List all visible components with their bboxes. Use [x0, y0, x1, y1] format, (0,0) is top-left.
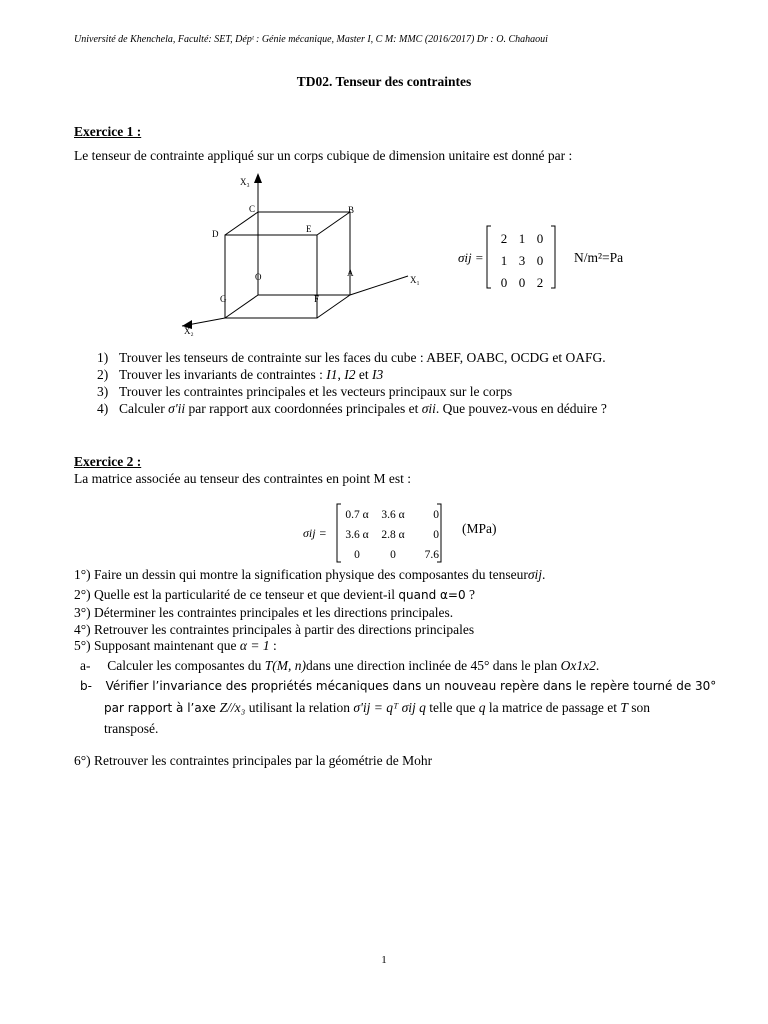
exercise-2-heading: Exercice 2 : [74, 454, 142, 469]
ex2-m00: 0.7 α [345, 509, 369, 521]
vertex-g-label: G [220, 294, 227, 304]
vertex-a-label: A [347, 268, 354, 278]
ex1-m20: 0 [500, 275, 508, 290]
ex2-question-1: 1°) Faire un dessin qui montre la signification physique des composantes du tenseurσij. [74, 567, 546, 582]
ex2-m21: 0 [390, 549, 396, 561]
page-title: TD02. Tenseur des contraintes [296, 74, 472, 89]
vertex-b-label: B [348, 205, 355, 215]
ex2-m10: 3.6 α [345, 529, 369, 541]
vertex-e-label: E [306, 224, 312, 234]
ex1-m22: 2 [536, 275, 544, 290]
ex1-unit: N/m²=Pa [574, 250, 624, 265]
ex2-m02: 0 [433, 509, 439, 521]
axis-x2-label: X₂ [184, 326, 194, 336]
ex2-m12: 0 [433, 529, 439, 541]
cube-diagram [170, 170, 430, 340]
ex1-m02: 0 [536, 231, 544, 246]
ex2-question-4: 4°) Retrouver les contraintes principales à partir des directions principales [74, 622, 475, 637]
ex2-m11: 2.8 α [381, 529, 405, 541]
ex1-sigma-label: σij = [458, 250, 484, 265]
page-number: 1 [381, 954, 387, 966]
ex1-m10: 1 [500, 253, 508, 268]
exercise-1-intro: Le tenseur de contrainte appliqué sur un corps cubique de dimension unitaire est donné par : [74, 148, 573, 163]
vertex-c-label: C [249, 204, 256, 214]
axis-x3-label: X₃ [240, 177, 250, 187]
ex2-m22: 7.6 [424, 549, 439, 561]
vertex-o-label: O [255, 272, 262, 282]
ex2-question-5b-line3: transposé. [104, 721, 159, 736]
vertex-d-label: D [212, 229, 219, 239]
ex2-sigma-label: σij = [303, 526, 327, 540]
ex1-m01: 1 [518, 231, 526, 246]
ex1-m21: 0 [518, 275, 526, 290]
ex2-question-2: 2°) Quelle est la particularité de ce tenseur et que devient-il quand α=0 ? [74, 587, 475, 602]
ex2-question-5a: a- Calculer les composantes du T(M, n)dans une direction inclinée de 45° dans le plan Ox1x2. [80, 658, 600, 673]
ex1-m00: 2 [500, 231, 508, 246]
ex2-question-5: 5°) Supposant maintenant que α = 1 : [74, 638, 277, 653]
ex1-matrix [485, 224, 557, 290]
ex2-question-6: 6°) Retrouver les contraintes principales par la géométrie de Mohr [74, 753, 433, 768]
ex1-m12: 0 [536, 253, 544, 268]
exercise-2-intro: La matrice associée au tenseur des contraintes en point M est : [74, 471, 412, 486]
page-header: Université de Khenchela, Faculté: SET, Dépᵗ : Génie mécanique, Master I, C M: MMC (2016/2017) Dr : O. Chahaoui [74, 34, 548, 45]
vertex-f-label: F [314, 294, 320, 304]
exercise-1-heading: Exercice 1 : [74, 124, 142, 139]
ex1-question-list: 1) Trouver les tenseurs de contrainte sur les faces du cube : ABEF, OABC, OCDG et OAFG. 2) Trouver les invariants de contraintes : I1, I2 et I3 3) Trouver les contraintes principales et les vecteurs principaux sur le corps 4) Calculer σ'ii par rapport aux coordonnées principales et σii. Que pouvez-vous en déduire ? [97, 350, 607, 416]
ex2-unit: (MPa) [462, 521, 497, 536]
ex2-question-5b-line1: b- Vérifier l’invariance des propriétés mécaniques dans un nouveau repère dans le repère tourné de 30° [80, 679, 717, 693]
ex2-question-3: 3°) Déterminer les contraintes principales et les directions principales. [74, 605, 454, 620]
ex2-matrix [335, 502, 443, 564]
ex2-question-5b-line2: par rapport à l’axe Z//x₃ utilisant la relation σ'ij = qᵀ σij q telle que q la matrice de passage et T son [104, 700, 651, 715]
ex1-m11: 3 [518, 253, 526, 268]
axis-x1-label: X₁ [410, 275, 420, 285]
ex2-m20: 0 [354, 549, 360, 561]
ex2-m01: 3.6 α [381, 509, 405, 521]
